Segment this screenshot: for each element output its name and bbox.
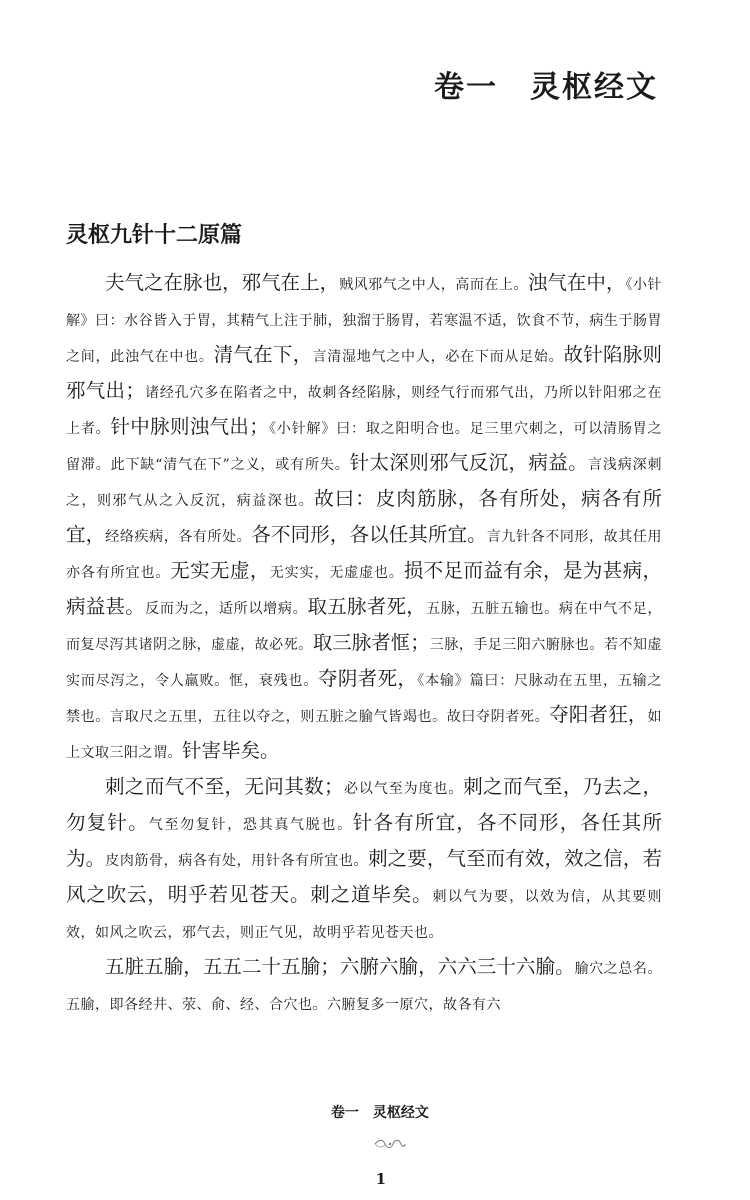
scroll-ornament-icon bbox=[353, 1122, 407, 1170]
main-text: 夺阴者死， bbox=[318, 667, 418, 690]
main-text: 夺阳者狂， bbox=[549, 703, 648, 726]
volume-title: 卷一 灵枢经文 bbox=[434, 70, 658, 105]
commentary-text: 言九针各不同形，故其任用亦各有所宜也。 bbox=[66, 529, 662, 581]
commentary-text: 《本输》篇曰：尺脉动在五里，五输之禁也。言取尺之五里，五往以夺之，则五脏之腧气皆竭也。故曰夺阴者死。 bbox=[66, 673, 663, 725]
main-text: 刺之要，气至而有效，效之信，若风之吹云，明乎若见苍天。刺之道毕矣。 bbox=[66, 847, 662, 906]
page-number: 1 bbox=[375, 1170, 387, 1188]
main-text: 损不足而益有余，是为甚病，病益甚。 bbox=[66, 559, 662, 618]
commentary-text: 气至勿复针，恐其真气脱也。 bbox=[148, 817, 353, 833]
main-text: 取五脉者死， bbox=[307, 595, 427, 618]
chapter-title: 灵枢九针十二原篇 bbox=[66, 223, 243, 248]
main-text: 故针陷脉则邪气出； bbox=[66, 343, 663, 402]
commentary-text: 贼风邪气之中人，高而在上。 bbox=[339, 277, 528, 293]
commentary-text: 必以气至为度也。 bbox=[343, 781, 464, 797]
paragraph bbox=[66, 770, 662, 950]
commentary-text: 《小针解》曰：取之阳明合也。足三里穴刺之，可以清肠胃之留滞。此下缺“清气在下”之义，或有所失。 bbox=[66, 421, 663, 473]
main-text: 浊气在中， bbox=[527, 271, 626, 294]
commentary-text: 三脉，手足三阳六腑脉也。若不知虚实而尽泻之，令人羸败。恇，衰残也。 bbox=[66, 637, 662, 689]
commentary-text: 《小针解》曰：水谷皆入于胃，其精气上注于肺，独溜于肠胃，若寒温不适，饮食不节，病生于肠胃之间，此浊气在中也。 bbox=[66, 277, 662, 365]
commentary-text: 经络疾病，各有所处。 bbox=[105, 529, 252, 545]
main-text: 无实无虚， bbox=[170, 559, 270, 582]
commentary-text: 诸经孔穴多在陷者之中，故刺各经陷脉，则经气行而邪气出，乃所以针阳邪之在上者。 bbox=[66, 385, 662, 437]
paragraph bbox=[66, 266, 662, 770]
body-text bbox=[66, 266, 662, 1022]
main-text: 取三脉者恇； bbox=[312, 631, 430, 654]
main-text: 针中脉则浊气出； bbox=[110, 415, 269, 438]
main-text: 夫气之在脉也，邪气在上， bbox=[105, 271, 340, 294]
commentary-text: 刺以气为要，以效为信，从其要则效，如风之吹云，邪气去，则正气见，故明乎若见苍天也。 bbox=[66, 889, 662, 941]
commentary-text: 言浅病深刺之，则邪气从之入反沉，病益深也。 bbox=[66, 457, 662, 509]
main-text: 针害毕矣。 bbox=[182, 739, 280, 762]
main-text: 针各有所宜，各不同形，各任其所为。 bbox=[66, 811, 662, 870]
main-text: 清气在下， bbox=[213, 343, 313, 366]
main-text: 各不同形，各以任其所宜。 bbox=[251, 523, 487, 546]
commentary-text: 无实实，无虚虚也。 bbox=[269, 565, 404, 581]
main-text: 五脏五腧，五五二十五腧；六腑六腧，六六三十六腧。 bbox=[105, 955, 575, 978]
commentary-text: 腧穴之总名。五腧，即各经井、荥、俞、经、合穴也。六腑复多一原穴，故各有六 bbox=[66, 961, 662, 1013]
page-footer bbox=[0, 1086, 750, 1188]
main-text: 刺之而气至，乃去之，勿复针。 bbox=[66, 775, 662, 834]
commentary-text: 皮肉筋骨，病各有处，用针各有所宜也。 bbox=[105, 853, 369, 869]
commentary-text: 言清湿地气之中人，必在下而从足始。 bbox=[312, 349, 564, 365]
commentary-text: 五脉，五脏五输也。病在中气不足，而复尽泻其诸阴之脉，虚虚，故必死。 bbox=[66, 601, 663, 653]
commentary-text: 如上文取三阳之谓。 bbox=[66, 709, 662, 761]
paragraph bbox=[66, 950, 662, 1022]
main-text: 刺之而气不至，无问其数； bbox=[105, 775, 344, 798]
main-text: 针太深则邪气反沉，病益。 bbox=[349, 451, 589, 474]
commentary-text: 反而为之，适所以增病。 bbox=[145, 601, 308, 617]
main-text: 故曰：皮肉筋脉，各有所处，病各有所宜， bbox=[66, 487, 662, 546]
running-title: 卷一 灵枢经文 bbox=[330, 1105, 429, 1121]
